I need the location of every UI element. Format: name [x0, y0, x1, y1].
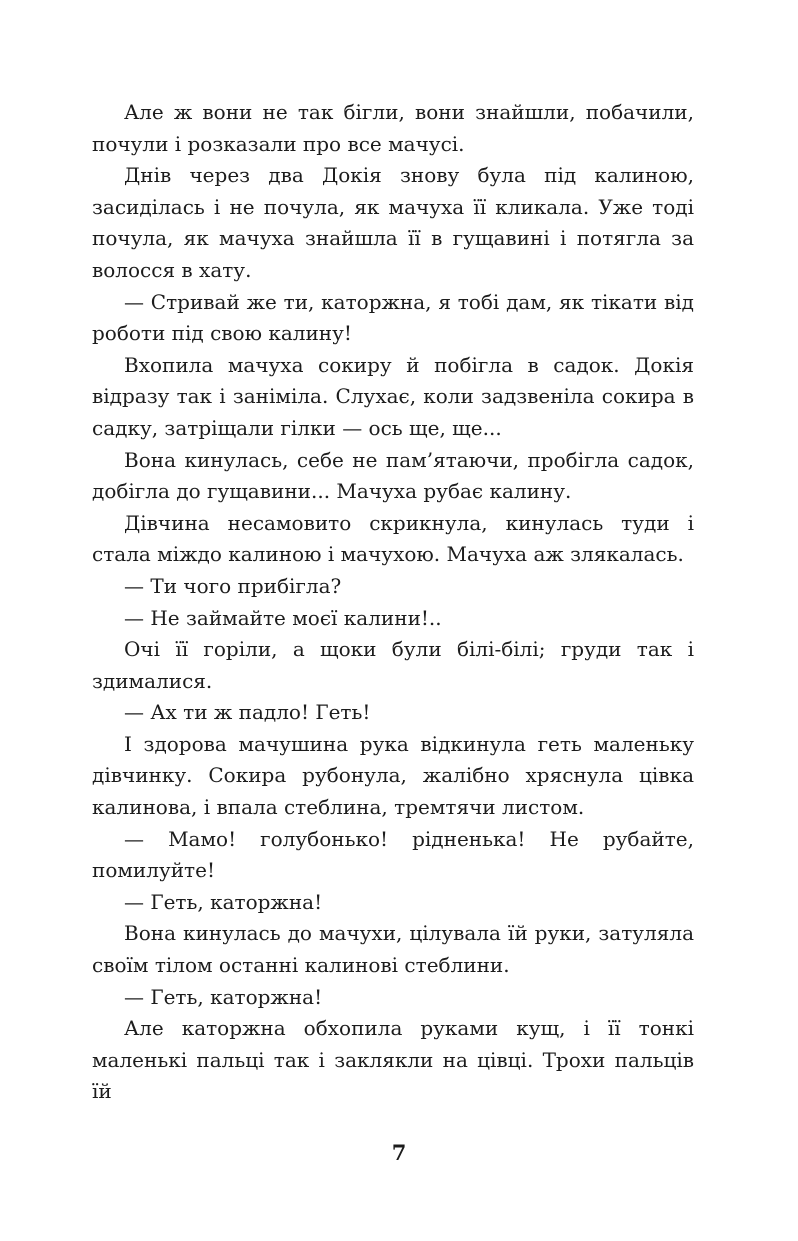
paragraph-5: Вона кинулась, себе не пам’ятаючи, пробігла садок, добігла до гущавини... Мачуха рубає калину.: [92, 447, 694, 504]
body-text: [92, 97, 694, 1108]
paragraph-6: Дівчина несамовито скрикнула, кинулась туди і стала міждо калиною і мачухою. Мачуха аж злякалась.: [92, 510, 694, 567]
paragraph-12: — Мамо! голубонько! рідненька! Не рубайте, помилуйте!: [92, 826, 694, 883]
paragraph-7: — Ти чого прибігла?: [124, 573, 342, 598]
paragraph-11: І здорова мачушина рука відкинула геть маленьку дівчинку. Сокира рубонула, жалібно хряснула цівка калинова, і впала стеблина, тремтячи листом.: [92, 731, 694, 820]
paragraph-9: Очі її горіли, а щоки були білі-білі; груди так і здималися.: [92, 637, 694, 693]
paragraph-14: Вона кинулась до мачухи, цілувала їй руки, затуляла своїм тілом останні калинові стеблини.: [92, 921, 694, 978]
page-number: 7: [391, 1140, 407, 1165]
paragraph-4: Вхопила мачуха сокиру й побігла в садок. Докія відразу так і заніміла. Слухає, коли задзвеніла сокира в садку, затріщали гілки — ось ще, ще...: [92, 352, 694, 440]
paragraph-2: Днів через два Докія знову була під калиною, засиділась і не почула, як мачуха її кликала. Уже тоді почула, як мачуха знайшла її в гущавині і потягла за волосся в хату.: [92, 163, 694, 282]
paragraph-15: — Геть, каторжна!: [124, 984, 323, 1009]
paragraph-3: — Стривай же ти, каторжна, я тобі дам, як тікати від роботи під свою калину!: [92, 289, 694, 346]
paragraph-16: Але каторжна обхопила руками кущ, і її тонкі маленькі пальці так і заклякли на цівці. Трохи пальців їй: [92, 1016, 694, 1104]
paragraph-1: Але ж вони не так бігли, вони знайшли, побачили, почули і розказали про все мачусі.: [92, 100, 694, 156]
paragraph-13: — Геть, каторжна!: [124, 889, 323, 914]
paragraph-8: — Не займайте моєї калини!..: [124, 605, 442, 630]
paragraph-10: — Ах ти ж падло! Геть!: [124, 700, 371, 725]
